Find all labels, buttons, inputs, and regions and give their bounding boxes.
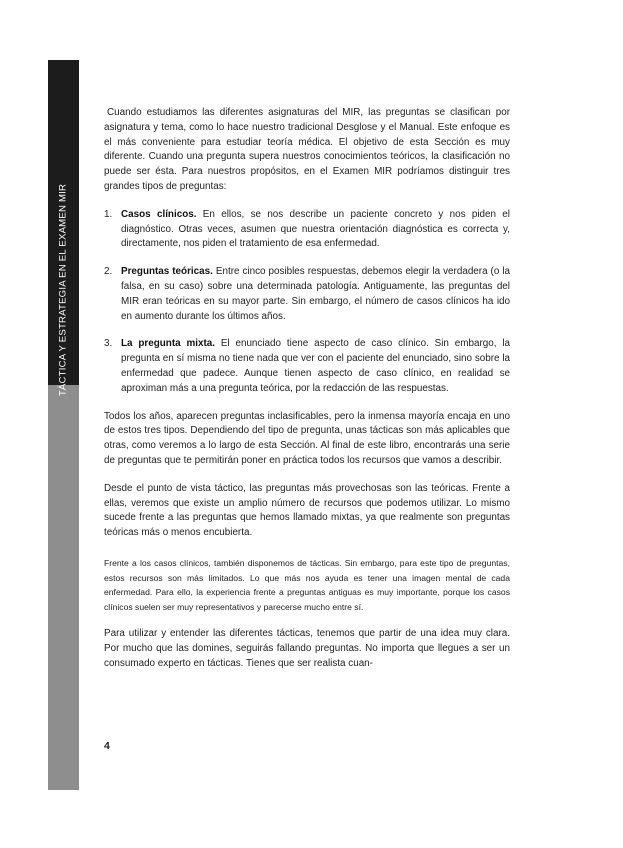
list-item-title: Casos clínicos. [121, 208, 197, 220]
frente-paragraph: Frente a los casos clínicos, también disponemos de tácticas. Sin embargo, para este tipo de preguntas, estos recursos son más limitados. Lo que más nos ayuda es tener una imagen mental de cada enfermedad. Para ello, la experiencia frente a preguntas antiguas es muy importante, porque los casos clínicos suelen ser muy representativos y parecerse mucho entre sí. [104, 557, 510, 612]
list-item-number: 1. [104, 208, 113, 220]
side-tab-gray-band [48, 385, 79, 790]
side-tab-title: TÁCTICA Y ESTRATEGIA EN EL EXAMEN MIR [57, 183, 69, 397]
list-item-preguntas-teoricas [104, 265, 510, 324]
list-item-number: 2. [104, 266, 113, 278]
todos-paragraph: Todos los años, aparecen preguntas inclasificables, pero la inmensa mayoría encaja en uno de estos tres tipos. Dependiendo del tipo de pregunta, unas tácticas son más aplicables que otras, como veremos a lo largo de esta Sección. Al final de este libro, encontrarás una serie de preguntas que te permitirán poner en práctica todos los recursos que vamos a describir. [104, 410, 510, 466]
side-tab [48, 60, 79, 790]
list-item-title: La pregunta mixta. [121, 338, 215, 350]
desde-paragraph: Desde el punto de vista táctico, las preguntas más provechosas son las teóricas. Frente a ellas, veremos que existe un amplio número de recursos que podemos utilizar. Lo mismo sucede frente a las preguntas que hemos llamado mixtas, ya que realmente son preguntas teóricas más o menos encubierta. [104, 482, 510, 539]
list-item-casos-clinicos [104, 208, 510, 252]
list-item-pregunta-mixta [104, 337, 510, 396]
list-item-title: Preguntas teóricas. [121, 266, 213, 278]
list-item-text: El enunciado tiene aspecto de caso clínico. Sin embargo, la pregunta en sí misma no tiene nada que ver con el paciente del enunciado, sino sobre la enfermedad que padece. Aunque tienen aspecto de caso clínico, en realidad se aproximan más a una pregunta teórica, por la redacción de las respuestas. [121, 338, 511, 394]
list-item-text: En ellos, se nos describe un paciente concreto y nos piden el diagnóstico. Otras veces, asumen que nuestra orientación diagnóstica es correcta y, directamente, nos piden el tratamiento de esa enfermedad. [121, 208, 510, 250]
list-item-text: Entre cinco posibles respuestas, debemos elegir la verdadera (o la falsa, en su caso) sobre una determinada patología. Antiguamente, las preguntas del MIR eran teóricas en su mayor parte. Sin embargo, el número de casos clínicos ha ido en aumento durante los últimos años. [121, 266, 510, 322]
page-number: 4 [104, 740, 110, 752]
intro-paragraph: Cuando estudiamos las diferentes asignaturas del MIR, las preguntas se clasifican por asignatura y tema, como lo hace nuestro tradicional Desglose y el Manual. Este enfoque es el más conveniente para estudiar teoría médica. El objetivo de esta Sección es muy diferente. Cuando una pregunta supera nuestros conocimientos teóricos, la clasificación no puede ser ésta. Para nuestros propósitos, en el Examen MIR podríamos distinguir tres grandes tipos de preguntas: [104, 107, 510, 192]
list-item-number: 3. [104, 338, 113, 350]
question-types-list [104, 208, 510, 397]
para-paragraph: Para utilizar y entender las diferentes tácticas, tenemos que partir de una idea muy clara. Por mucho que las domines, seguirás fallando preguntas. No importa que llegues a ser un consumado experto en tácticas. Tienes que ser realista cuan- [104, 628, 510, 669]
page-content [104, 106, 510, 672]
